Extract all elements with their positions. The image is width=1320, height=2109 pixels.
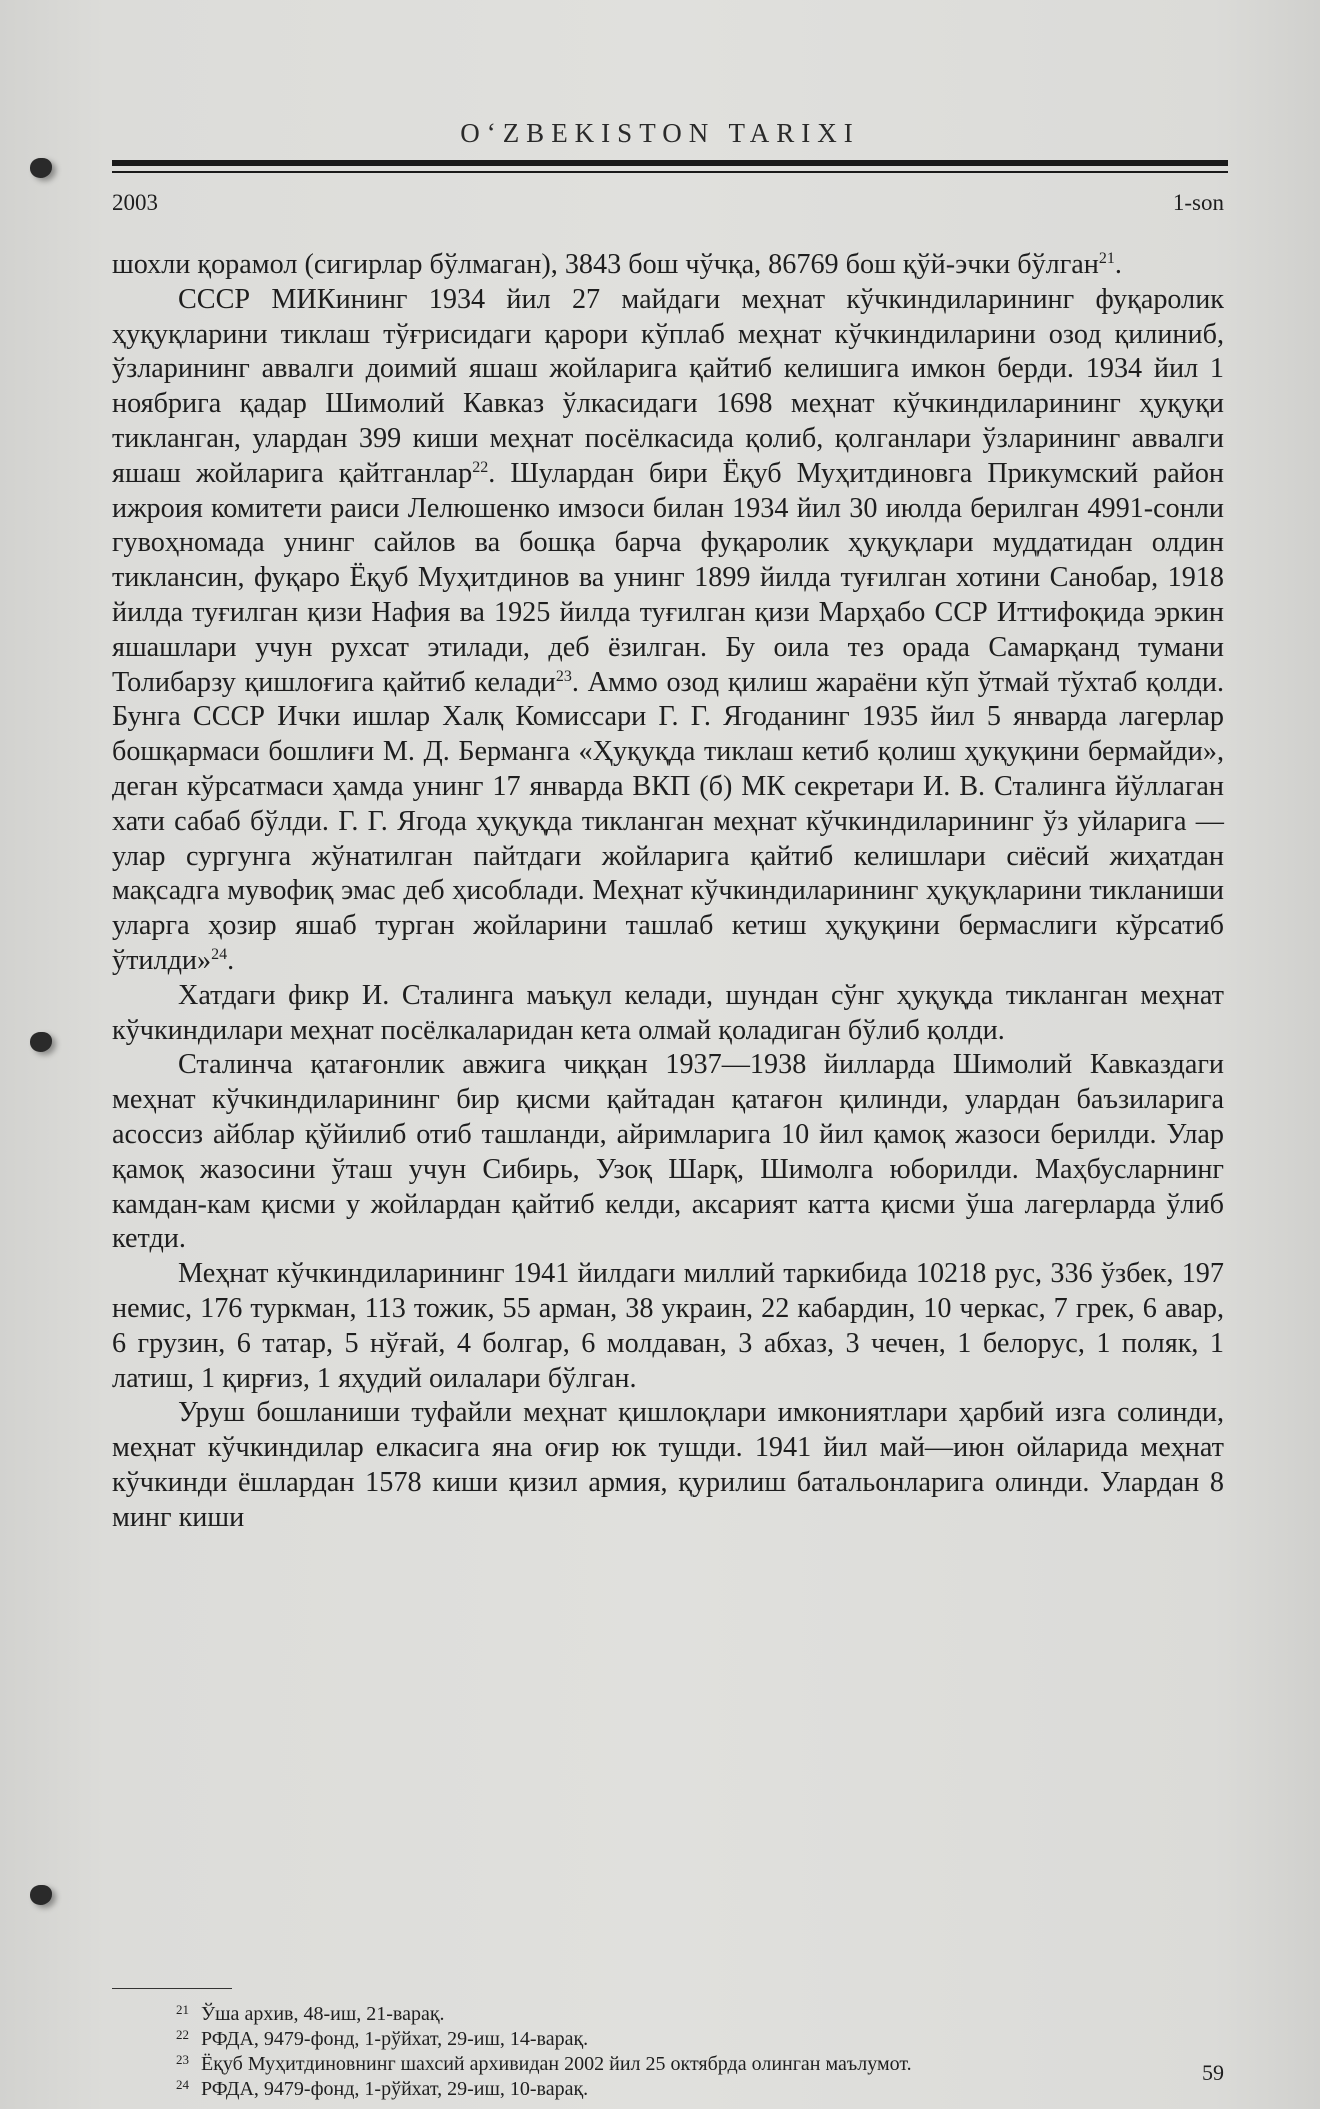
footnote-ref: 23 bbox=[555, 667, 572, 685]
punch-hole bbox=[30, 158, 52, 178]
page-number: 59 bbox=[1202, 2060, 1224, 2085]
footnote: $^{21}$ Ўша архив, 48-иш, 21-варақ. bbox=[176, 2002, 445, 2025]
footnote-rule bbox=[112, 1988, 232, 1989]
paragraph: Сталинча қатағонлик авжига чиққан 1937—1938 йилларда Шимолий Кавказдаги меҳнат кўчкиндиларининг бир қисми қайтадан қатағон қилинди, улардан баъзиларига асоссиз айблар қўйилиб отиб ташланди, айримларига 10 йил қамоқ жазоси берилди. Улар қамоқ жазосини ўташ учун Сибирь, Узоқ Шарқ, Шимолга юборилди. Маҳбусларнинг камдан-кам қисми у жойлардан қайтиб келди, аксарият катта қисми ўша лагерларда ўлиб кетди. bbox=[112, 1049, 1224, 1255]
footnote-ref: 22 bbox=[472, 458, 489, 476]
footnote-ref: 24 bbox=[211, 945, 228, 963]
header-rule-thick bbox=[112, 160, 1228, 166]
punch-hole bbox=[30, 1885, 52, 1905]
issue-number: 1-son bbox=[1172, 190, 1224, 215]
footnotes bbox=[112, 2002, 1224, 2102]
paragraph: СССР МИКининг 1934 йил 27 майдаги меҳнат кўчкиндиларининг фуқаролик ҳуқуқларини тиклаш тўғрисидаги қарори кўплаб меҳнат кўчкиндиларини озод қилиниб, ўзларининг аввалги доимий яшаш жойларига қайтиб келишига имкон берди. 1934 йил 1 ноябрига қадар Шимолий Кавказ ўлкасидаги 1698 меҳнат кўчкиндиларининг ҳуқуқи тикланган, улардан 399 киши меҳнат посёлкасида қолиб, қолганлари ўзларининг аввалги яшаш жойларига қайтганлар$^{22}$. Шулардан бири Ёқуб Муҳитдиновга Прикумский район ижроия комитети раиси Лелюшенко имзоси билан 1934 йил 30 июлда берилган 4991-сонли гувоҳномада унинг сайлов ва бошқа барча фуқаролик ҳуқуқлари муддатидан олдин тиклансин, фуқаро Ёқуб Муҳитдинов ва унинг 1899 йилда туғилган хотини Санобар, 1918 йилда туғилган қизи Нафия ва 1925 йилда туғилган қизи Марҳабо ССР Иттифоқида эркин яшашлари учун рухсат этилади, деб ёзилган. Бу оила тез орада Самарқанд тумани Толибарзу қишлоғига қайтиб келади$^{23}$. Аммо озод қилиш жараёни кўп ўтмай тўхтаб қолди. Бунга СССР Ички ишлар Халқ Комиссари Г. Г. Ягоданинг 1935 йил 5 январда лагерлар бошқармаси бошлиғи М. Д. Берманга «Ҳуқуқда тиклаш кетиб қолиш ҳуқуқини бермайди», деган кўрсатмаси ҳамда унинг 17 январда ВКП (б) МК секретари И. В. Сталинга йўллаган хати сабаб бўлди. Г. Г. Ягода ҳуқуқда тикланган меҳнат кўчкиндиларининг ўз уйларига — улар сургунга жўнатилган пайтдаги жойларига қайтиб келишлари сиёсий жиҳатдан мақсадга мувофиқ эмас деб ҳисоблади. Меҳнат кўчкиндиларининг ҳуқуқларини тикланиши уларга ҳозир яшаб турган жойларини ташлаб кетиш ҳуқуқини бермаслиги кўрсатиб ўтилди»$^{24}$. bbox=[112, 283, 1225, 976]
article-body bbox=[112, 248, 1224, 1535]
footnote: $^{22}$ РФДА, 9479-фонд, 1-рўйхат, 29-иш, 14-варақ. bbox=[176, 2027, 589, 2050]
issue-year: 2003 bbox=[112, 190, 158, 215]
header-rule-thin bbox=[112, 171, 1228, 173]
footnote-ref: 21 bbox=[1098, 250, 1115, 267]
paragraph: Уруш бошланиши туфайли меҳнат қишлоқлари имкониятлари ҳарбий изга солинди, меҳнат кўчкиндилар елкасига яна оғир юк тушди. 1941 йил май—июн ойларида меҳнат кўчкинди ёшлардан 1578 киши қизил армия, қурилиш батальонларига олинди. Улардан 8 минг киши bbox=[112, 1397, 1224, 1533]
punch-hole bbox=[30, 1032, 52, 1052]
paragraph: Меҳнат кўчкиндиларининг 1941 йилдаги миллий таркибида 10218 рус, 336 ўзбек, 197 немис, 176 туркман, 113 тожик, 55 арман, 38 украин, 22 кабардин, 10 черкас, 7 грек, 6 авар, 6 грузин, 6 татар, 5 нўғай, 4 болгар, 6 молдаван, 3 абхаз, 3 чечен, 1 белорус, 1 поляк, 1 латиш, 1 қирғиз, 1 яҳудий оилалари бўлган. bbox=[112, 1258, 1224, 1394]
footnote: $^{24}$ РФДА, 9479-фонд, 1-рўйхат, 29-иш, 10-варақ. bbox=[176, 2077, 589, 2100]
paragraph: шохли қорамол (сигирлар бўлмаган), 3843 бош чўчқа, 86769 бош қўй-эчки бўлган$^{21}$. bbox=[112, 249, 1122, 280]
paragraph: Хатдаги фикр И. Сталинга маъқул келади, шундан сўнг ҳуқуқда тикланган меҳнат кўчкиндилари меҳнат посёлкаларидан кета олмай қоладиган бўлиб қолди. bbox=[112, 979, 1224, 1046]
footnote: $^{23}$ Ёқуб Муҳитдиновнинг шахсий архивидан 2002 йил 25 октябрда олинган маълумот. bbox=[176, 2052, 912, 2075]
journal-title: OʻZBEKISTON TARIXI bbox=[460, 118, 860, 148]
